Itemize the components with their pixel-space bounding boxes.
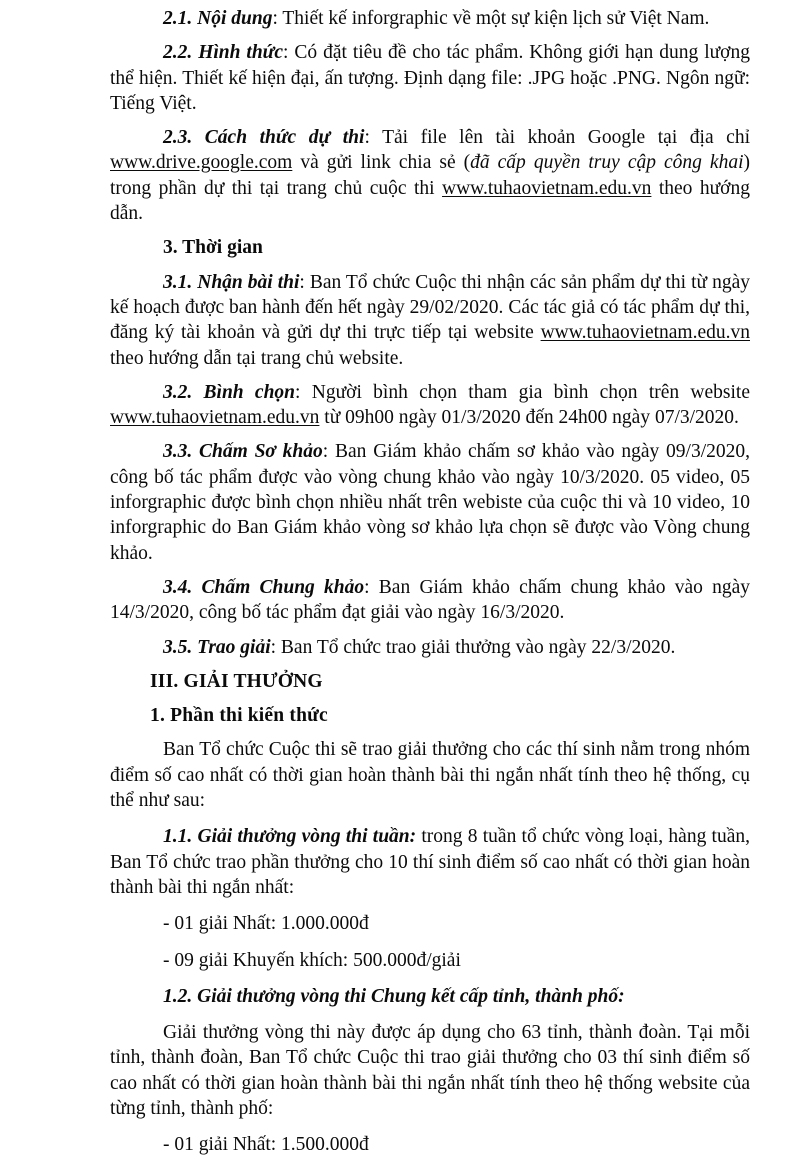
spacer — [110, 900, 750, 911]
tuhaovietnam-link-2[interactable]: www.tuhaovietnam.edu.vn — [540, 322, 750, 344]
section-2-3-note: đã cấp quyền truy cập công khai — [470, 152, 744, 174]
section-2-1-lead: 2.1. Nội dung — [163, 8, 273, 29]
spacer — [110, 626, 750, 635]
tuhaovietnam-link-1[interactable]: www.tuhaovietnam.edu.vn — [442, 177, 652, 199]
knowledge-intro-paragraph: Ban Tổ chức Cuộc thi sẽ trao giải thưởng cho các thí sinh nằm trong nhóm điểm số cao nhất có thời gian hoàn thành bài thi ngắn nhất tính theo hệ thống, cụ thể như sau: — [110, 739, 750, 812]
section-3-4-lead: 3.4. Chấm Chung khảo — [163, 576, 365, 598]
document-body — [110, 6, 750, 1158]
section-1-1 — [110, 824, 750, 900]
section-2-3-text-1: : Tải file lên tài khoản Google tại địa chỉ — [364, 127, 750, 149]
spacer — [110, 694, 750, 703]
section-1-2-lead — [110, 984, 750, 1009]
section-1-1-text: trong 8 tuần tổ chức vòng loại, hàng tuần, Ban Tổ chức trao phần thưởng cho 10 thí sinh điểm số cao nhất có thời gian hoàn thành bài thi ngắn nhất: — [110, 826, 750, 898]
section-2-3 — [110, 125, 750, 226]
section-2-1-text: : Thiết kế inforgraphic về một sự kiện lịch sử Việt Nam. — [272, 8, 710, 29]
section-3-1-text-1: : Ban Tổ chức Cuộc thi nhận các sản phẩm dự thi từ ngày kế hoạch được ban hành đến hết ngày 29/02/2020. Các tác giả có tác phẩm dự thi, đăng ký tài khoản và gửi dự thi trực tiếp tại website — [110, 271, 751, 344]
prize-item: - 01 giải Nhất: 1.000.000đ — [163, 913, 369, 935]
heading-thoi-gian: 3. Thời gian — [163, 237, 263, 259]
spacer — [110, 937, 750, 948]
section-1-1-lead: 1.1. Giải thưởng vòng thi tuần: — [163, 826, 417, 848]
section-2-2-lead: 2.2. Hình thức — [163, 42, 284, 64]
section-2-2 — [110, 40, 750, 116]
section-3-3-text: : Ban Giám khảo chấm sơ khảo vào ngày 09/3/2020, công bố tác phẩm được vào vòng chung khảo vào ngày 10/3/2020. 05 video, 05 inforgraphic được bình chọn nhiều nhất trên webiste của cuộc thi và 10 video, 10 inforgraphic do Ban Giám khảo vòng sơ khảo lựa chọn sẽ được vào Vòng chung khảo. — [110, 441, 750, 564]
section-3-2 — [110, 380, 750, 431]
spacer — [110, 973, 750, 984]
section-1-2-body: Giải thưởng vòng thi này được áp dụng cho 63 tỉnh, thành đoàn. Tại mỗi tỉnh, thành đoàn, Ban Tổ chức Cuộc thi trao giải thưởng cho 03 thí sinh điểm số cao nhất có thời gian hoàn thành bài thi ngắn nhất tính theo hệ thống website của từng tỉnh, thành phố: — [110, 1022, 750, 1119]
section-3-2-text-2: từ 09h00 ngày 01/3/2020 đến 24h00 ngày 07/3/2020. — [319, 407, 739, 429]
section-3-5 — [110, 635, 750, 660]
spacer — [110, 430, 750, 439]
section-2-3-lead: 2.3. Cách thức dự thi — [163, 127, 365, 149]
prize-item: - 09 giải Khuyến khích: 500.000đ/giải — [163, 949, 461, 971]
section-3-1 — [110, 270, 750, 371]
section-1-2-lead-text: 1.2. Giải thưởng vòng thi Chung kết cấp tỉnh, thành phố: — [163, 985, 625, 1007]
spacer — [110, 660, 750, 669]
spacer — [110, 1121, 750, 1132]
section-3-2-text-1: : Người bình chọn tham gia bình chọn trên website — [295, 381, 750, 403]
drive-google-link[interactable]: www.drive.google.com — [110, 152, 293, 174]
section-3-5-lead: 3.5. Trao giải — [163, 636, 271, 658]
spacer — [110, 1009, 750, 1020]
prize-item: - 01 giải Nhất: 1.500.000đ — [163, 1134, 369, 1156]
spacer — [110, 371, 750, 380]
section-2-1 — [110, 6, 750, 31]
tuhaovietnam-link-3[interactable]: www.tuhaovietnam.edu.vn — [110, 407, 320, 429]
section-2-3-text-4: theo hướng dẫn. — [110, 177, 750, 225]
spacer — [110, 226, 750, 235]
heading-giai-thuong: III. GIẢI THƯỞNG — [150, 670, 323, 692]
section-3-2-lead: 3.2. Bình chọn — [163, 381, 296, 403]
section-3-1-lead: 3.1. Nhận bài thi — [163, 271, 300, 293]
spacer — [110, 813, 750, 824]
spacer — [110, 566, 750, 575]
section-2-2-text: : Có đặt tiêu đề cho tác phẩm. Không giới hạn dung lượng thể hiện. Thiết kế hiện đại, ấn tượng. Định dạng file: .JPG hoặc .PNG. Ngôn ngữ: Tiếng Việt. — [110, 42, 750, 114]
section-3-3-lead: 3.3. Chấm Sơ khảo — [163, 441, 323, 463]
section-3-1-text-2: theo hướng dẫn tại trang chủ website. — [110, 347, 404, 369]
heading-phan-thi-kien-thuc: 1. Phần thi kiến thức — [150, 705, 328, 727]
section-2-3-text-3: ) trong phần dự thi tại trang chủ cuộc thi — [110, 152, 750, 199]
section-3-4 — [110, 575, 750, 626]
spacer — [110, 261, 750, 270]
section-3-5-text: : Ban Tổ chức trao giải thưởng vào ngày 22/3/2020. — [270, 636, 676, 658]
section-3-4-text: : Ban Giám khảo chấm chung khảo vào ngày 14/3/2020, công bố tác phẩm đạt giải vào ngày 16/3/2020. — [110, 576, 750, 624]
spacer — [110, 116, 750, 125]
section-3-3 — [110, 439, 750, 565]
spacer — [110, 31, 750, 40]
section-2-3-text-2: và gửi link chia sẻ ( — [292, 152, 471, 174]
spacer — [110, 728, 750, 737]
